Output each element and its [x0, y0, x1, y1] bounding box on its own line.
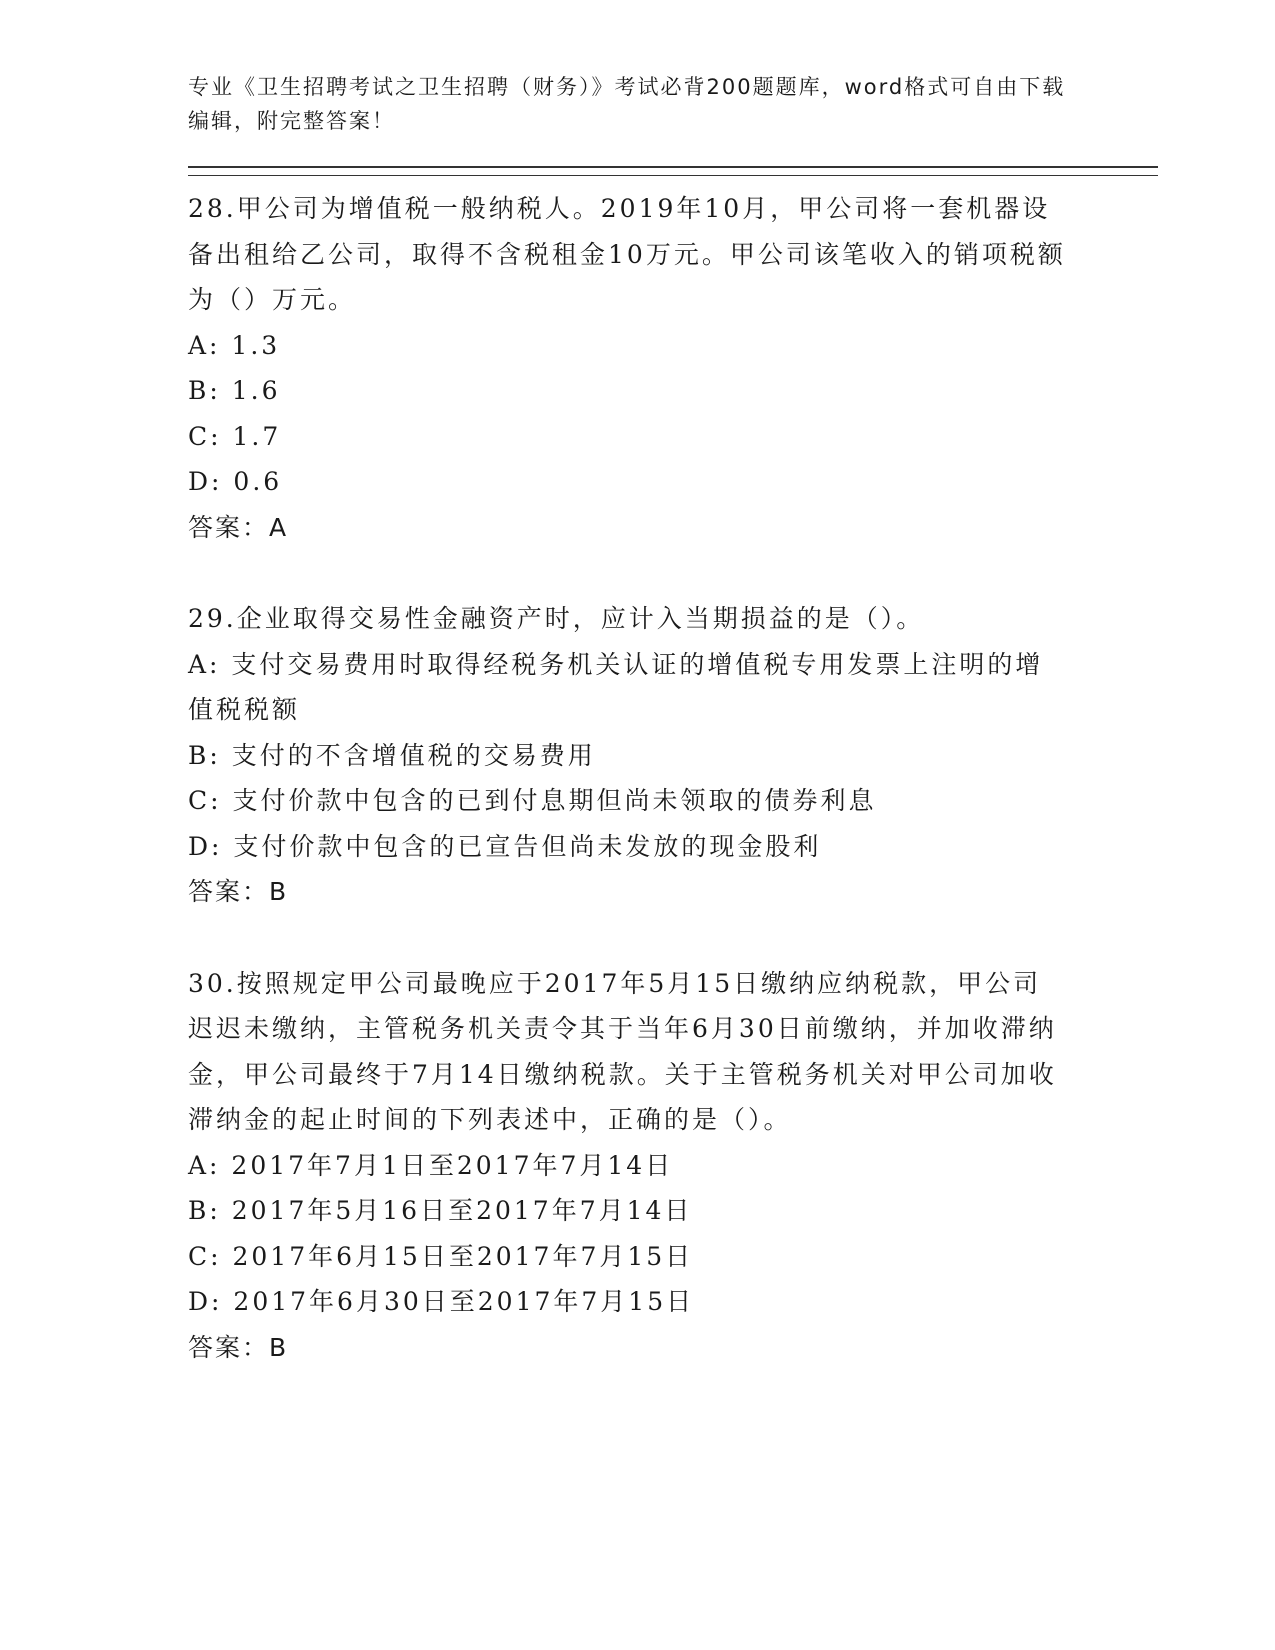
option-a: A: 1.3 — [188, 330, 281, 360]
question-30 — [188, 961, 1158, 1371]
question-stem: 28.甲公司为增值税一般纳税人。2019年10月，甲公司将一套机器设备出租给乙公司，取得不含税租金10万元。甲公司该笔收入的销项税额为（）万元。 — [188, 194, 1066, 314]
option-b: B: 2017年5月16日至2017年7月14日 — [188, 1196, 693, 1225]
answer-line: 答案：B — [188, 877, 289, 906]
option-c: C: 1.7 — [188, 421, 282, 451]
option-d: D: 0.6 — [188, 467, 283, 496]
header-double-rule — [188, 166, 1158, 176]
option-d: D: 支付价款中包含的已宣告但尚未发放的现金股利 — [188, 831, 822, 861]
question-29 — [188, 596, 1158, 915]
option-c: C: 支付价款中包含的已到付息期但尚未领取的债券利息 — [188, 786, 877, 815]
option-a: A: 支付交易费用时取得经税务机关认证的增值税专用发票上注明的增值税税额 — [188, 649, 1044, 724]
document-page — [188, 70, 1158, 1370]
answer-line: 答案：A — [188, 512, 289, 542]
option-d: D: 2017年6月30日至2017年7月15日 — [188, 1287, 695, 1316]
question-stem: 29.企业取得交易性金融资产时，应计入当期损益的是（）。 — [188, 604, 925, 633]
option-a: A: 2017年7月1日至2017年7月14日 — [188, 1150, 674, 1180]
option-c: C: 2017年6月15日至2017年7月15日 — [188, 1241, 694, 1271]
option-b: B: 支付的不含增值税的交易费用 — [188, 740, 596, 770]
answer-line: 答案：B — [188, 1332, 289, 1362]
question-28 — [188, 186, 1158, 550]
option-b: B: 1.6 — [188, 376, 281, 405]
question-stem: 30.按照规定甲公司最晚应于2017年5月15日缴纳应纳税款，甲公司迟迟未缴纳，主管税务机关责令其于当年6月30日前缴纳，并加收滞纳金，甲公司最终于7月14日缴纳税款。关于主管税务机关对甲公司加收滞纳金的起止时间的下列表述中，正确的是（）。 — [188, 968, 1057, 1134]
document-header: 专业《卫生招聘考试之卫生招聘（财务）》考试必背200题题库，word格式可自由下载编辑，附完整答案！ — [188, 75, 1066, 133]
